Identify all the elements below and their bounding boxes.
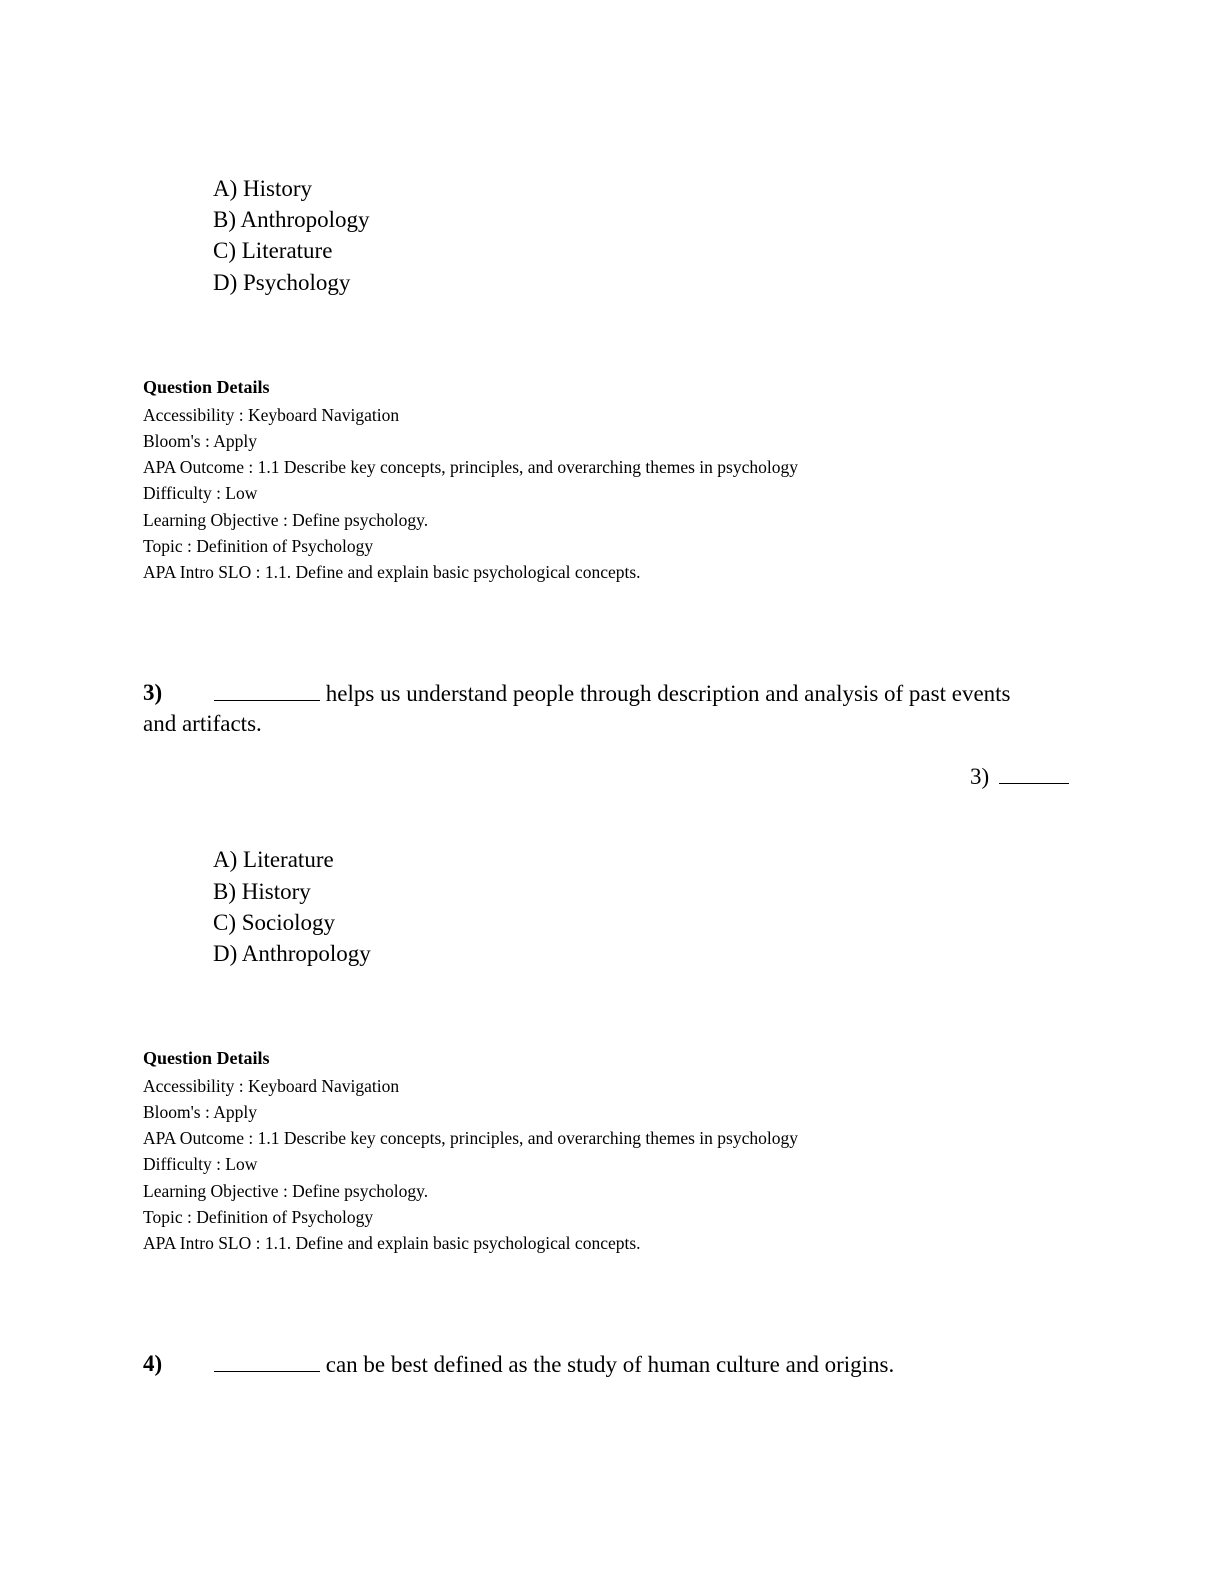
q3-details-title: Question Details	[143, 1048, 270, 1068]
q4-blank	[214, 1351, 320, 1372]
q3-option-a: A) Literature	[213, 847, 334, 872]
q4-stem	[214, 1351, 894, 1378]
q3-detail-difficulty: Difficulty : Low	[143, 1154, 258, 1174]
q3-detail-apa-outcome: APA Outcome : 1.1 Describe key concepts, principles, and overarching themes in psychology	[143, 1128, 798, 1148]
q2-details-title: Question Details	[143, 377, 270, 397]
q2-detail-blooms: Bloom's : Apply	[143, 431, 258, 451]
q4-number: 4)	[143, 1351, 163, 1376]
q2-option-c: C) Literature	[213, 238, 333, 263]
q3-answer-area	[970, 763, 1069, 790]
q3-option-c: C) Sociology	[213, 910, 336, 935]
q2-detail-apa-intro-slo: APA Intro SLO : 1.1. Define and explain basic psychological concepts.	[143, 562, 641, 582]
q3-answer-blank	[999, 763, 1069, 784]
q3-stem-line1	[214, 680, 1011, 707]
q3-option-d: D) Anthropology	[213, 941, 371, 966]
q2-detail-learning-objective: Learning Objective : Define psychology.	[143, 510, 429, 530]
q3-option-b: B) History	[213, 879, 311, 904]
q4-text: can be best defined as the study of human culture and origins.	[325, 1352, 895, 1377]
q3-detail-blooms: Bloom's : Apply	[143, 1102, 258, 1122]
q3-detail-apa-intro-slo: APA Intro SLO : 1.1. Define and explain basic psychological concepts.	[143, 1233, 641, 1253]
q2-option-b: B) Anthropology	[213, 207, 370, 232]
q2-option-d: D) Psychology	[213, 270, 351, 295]
q3-detail-topic: Topic : Definition of Psychology	[143, 1207, 374, 1227]
q3-answer-label: 3)	[970, 764, 990, 789]
q3-detail-learning-objective: Learning Objective : Define psychology.	[143, 1181, 429, 1201]
q3-number: 3)	[143, 680, 163, 705]
q2-detail-difficulty: Difficulty : Low	[143, 483, 258, 503]
q2-detail-apa-outcome: APA Outcome : 1.1 Describe key concepts, principles, and overarching themes in psychology	[143, 457, 798, 477]
q2-option-a: A) History	[213, 176, 313, 201]
q3-text-line1: helps us understand people through description and analysis of past events	[325, 681, 1011, 706]
q2-detail-topic: Topic : Definition of Psychology	[143, 536, 374, 556]
q3-detail-accessibility: Accessibility : Keyboard Navigation	[143, 1076, 400, 1096]
q3-blank	[214, 680, 320, 701]
q2-detail-accessibility: Accessibility : Keyboard Navigation	[143, 405, 400, 425]
q3-text-line2: and artifacts.	[143, 711, 262, 736]
